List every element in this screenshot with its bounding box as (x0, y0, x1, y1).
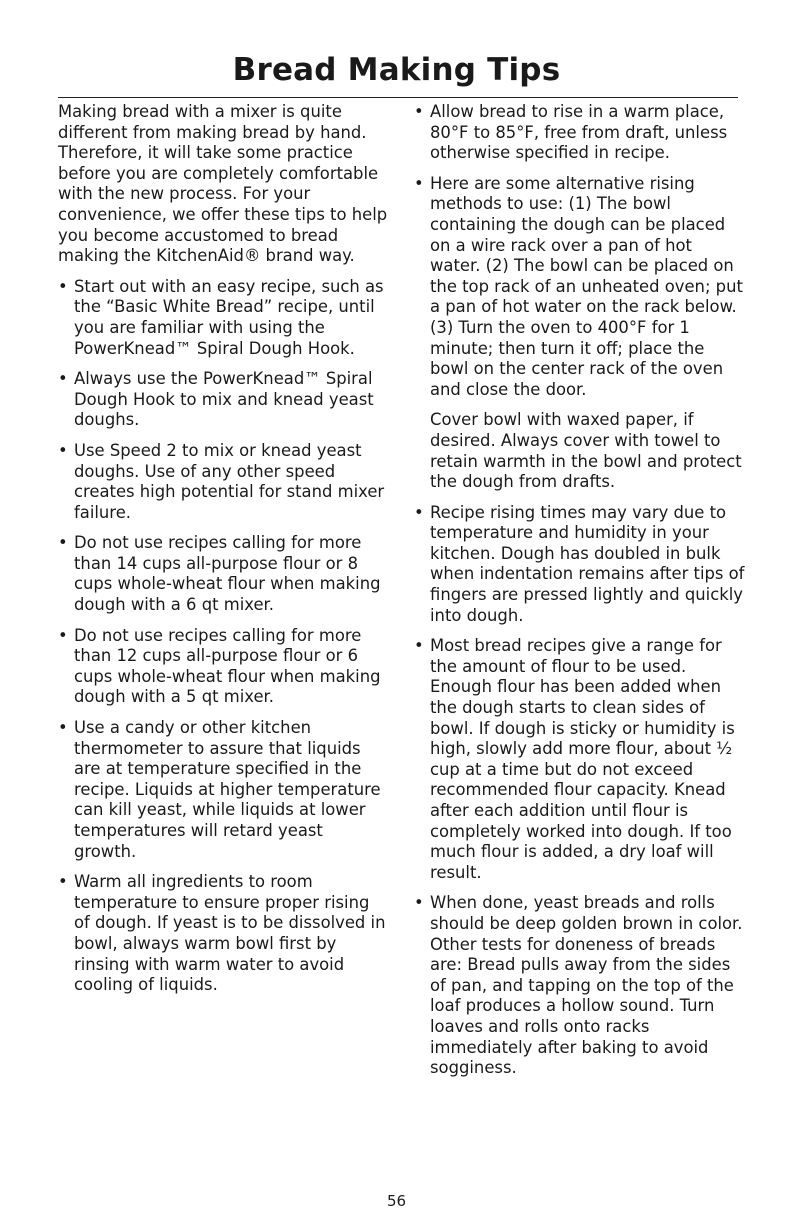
bullet-icon: • (414, 173, 424, 193)
bullet-icon: • (414, 502, 424, 522)
tip-text: Allow bread to rise in a warm place, 80°F to 85°F, free from draft, unless otherwise specified in recipe. (430, 102, 728, 163)
tip-item (58, 369, 388, 431)
intro-paragraph: Making bread with a mixer is quite different from making bread by hand. Therefore, it will take some practice before you are completely comfortable with the new process. For your convenience, we offer these tips to help you become accustomed to bread making the KitchenAid® brand way. (58, 102, 388, 266)
tip-item (414, 174, 746, 401)
tip-text: Use a candy or other kitchen thermometer to assure that liquids are at temperature specified in the recipe. Liquids at higher temperature can kill yeast, while liquids at lower temperatures will retard yeast growth. (74, 718, 381, 861)
bullet-icon: • (58, 440, 68, 460)
title-rule (58, 97, 738, 98)
page-number: 56 (386, 1192, 407, 1210)
tip-item (58, 277, 388, 359)
tip-text: Do not use recipes calling for more than 12 cups all-purpose flour or 6 cups whole-wheat flour when making dough with a 5 qt mixer. (74, 625, 381, 707)
tip-item (414, 893, 746, 1078)
tip-text: Do not use recipes calling for more than 14 cups all-purpose flour or 8 cups whole-wheat flour when making dough with a 6 qt mixer. (74, 533, 381, 615)
tip-text: Warm all ingredients to room temperature to ensure proper rising of dough. If yeast is to be dissolved in bowl, always warm bowl first by rinsing with warm water to avoid cooling of liquids. (74, 872, 386, 995)
tip-item (58, 626, 388, 708)
tip-text: Most bread recipes give a range for the amount of flour to be used. Enough flour has been added when the dough starts to clean sides of bowl. If dough is sticky or humidity is high, slowly add more flour, about ½ cup at a time but do not exceed recommended flour capacity. Knead after each addition until flour is completely worked into dough. If too much flour is added, a dry loaf will result. (430, 636, 735, 882)
cover-note: Cover bowl with waxed paper, if desired. Always cover with towel to retain warmth in the bowl and protect the dough from drafts. (430, 410, 742, 492)
right-column (414, 102, 746, 1089)
tip-text: Use Speed 2 to mix or knead yeast doughs. Use of any other speed creates high potential for stand mixer failure. (74, 440, 385, 522)
tip-text: Recipe rising times may vary due to temperature and humidity in your kitchen. Dough has doubled in bulk when indentation remains after tips of fingers are pressed lightly and quickly into dough. (430, 502, 745, 625)
bullet-icon: • (414, 893, 424, 913)
bullet-icon: • (58, 533, 68, 553)
tip-item (58, 718, 388, 862)
tip-text: Start out with an easy recipe, such as the “Basic White Bread” recipe, until you are familiar with using the PowerKnead™ Spiral Dough Hook. (74, 276, 384, 358)
bullet-icon: • (414, 636, 424, 656)
tip-item (414, 503, 746, 627)
tip-text: Always use the PowerKnead™ Spiral Dough Hook to mix and knead yeast doughs. (74, 369, 374, 430)
tip-text: Here are some alternative rising methods to use: (1) The bowl containing the dough can be placed on a wire rack over a pan of hot water. (2) The bowl can be placed on the top rack of an unheated oven; put a pan of hot water on the rack below. (3) Turn the oven to 400°F for 1 minute; then turn it off; place the bowl on the center rack of the oven and close the door. (430, 173, 743, 399)
tip-item (58, 872, 388, 996)
bullet-icon: • (58, 276, 68, 296)
tip-item (414, 102, 746, 164)
bullet-icon: • (58, 369, 68, 389)
left-column (58, 102, 388, 1006)
tip-item (414, 636, 746, 883)
bullet-icon: • (414, 102, 424, 121)
tip-text: When done, yeast breads and rolls should be deep golden brown in color. Other tests for doneness of breads are: Bread pulls away from the sides of pan, and tapping on the top of the loaf produces a hollow sound. Turn loaves and rolls onto racks immediately after baking to avoid sogginess. (430, 893, 743, 1078)
bullet-icon: • (58, 872, 68, 892)
tip-item (58, 533, 388, 615)
page-title: Bread Making Tips (232, 52, 561, 88)
bullet-icon: • (58, 718, 68, 738)
tip-item (58, 441, 388, 523)
bullet-icon: • (58, 625, 68, 645)
